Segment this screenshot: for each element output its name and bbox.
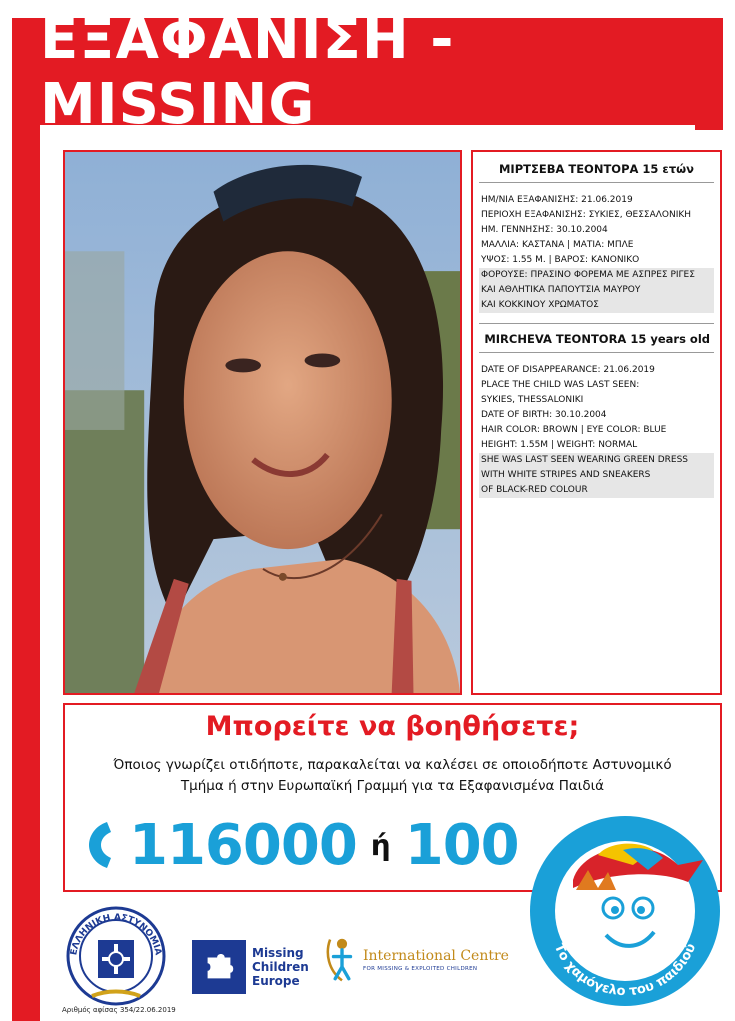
greek-info-line: ΠΕΡΙΟΧΗ ΕΞΑΦΑΝΙΣΗΣ: ΣΥΚΙΕΣ, ΘΕΣΣΑΛΟΝΙΚΗ xyxy=(481,210,692,220)
smile-of-the-child-logo xyxy=(528,810,722,1012)
greek-info-line: ΗΜ. ΓΕΝΝΗΣΗΣ: 30.10.2004 xyxy=(481,225,608,235)
greek-info-line: ΚΑΙ ΚΟΚΚΙΝΟΥ ΧΡΩΜΑΤΟΣ xyxy=(479,298,714,313)
police-number[interactable]: 100 xyxy=(404,812,519,878)
english-info-line: HEIGHT: 1.55M | WEIGHT: NORMAL xyxy=(481,440,638,450)
red-left-border xyxy=(12,18,40,1021)
phone-numbers xyxy=(85,810,519,880)
icmec-logo xyxy=(325,935,509,985)
english-info-line: OF BLACK-RED COLOUR xyxy=(479,483,714,498)
smile-logo-text: Το χαμόγελο του παιδιού xyxy=(550,941,700,1000)
help-text xyxy=(65,755,720,797)
police-logo-text: ΕΛΛΗΝΙΚΗ ΑΣΤΥΝΟΜΙΑ xyxy=(69,912,163,957)
missing-child-photo xyxy=(63,150,462,695)
phone-icon xyxy=(85,818,115,872)
hotline-number[interactable]: 116000 xyxy=(129,812,357,878)
hellenic-police-logo xyxy=(62,900,170,1008)
icmec-name: International Centre xyxy=(363,948,509,964)
greek-info-line: ΥΨΟΣ: 1.55 Μ. | ΒΑΡΟΣ: ΚΑΝΟΝΙΚΟ xyxy=(481,255,640,265)
greek-info-line: ΗΜ/ΝΙΑ ΕΞΑΦΑΝΙΣΗΣ: 21.06.2019 xyxy=(481,195,633,205)
page-title: ΕΞΑΦΑΝΙΣΗ - MISSING xyxy=(40,7,455,137)
puzzle-icon xyxy=(192,940,246,994)
english-info-line: WITH WHITE STRIPES AND SNEAKERS xyxy=(479,468,714,483)
greek-name-title: ΜΙΡΤΣΕΒΑ ΤΕΟΝΤΟΡΑ 15 ετών xyxy=(479,152,714,183)
icmec-figure-icon xyxy=(325,935,359,985)
english-info-line: HAIR COLOR: BROWN | EYE COLOR: BLUE xyxy=(481,425,667,435)
mce-line: Children xyxy=(252,960,309,974)
help-text-line: Τμήμα ή στην Ευρωπαϊκή Γραμμή για τα Εξαφανισμένα Παιδιά xyxy=(180,778,605,794)
english-info-line: SHE WAS LAST SEEN WEARING GREEN DRESS xyxy=(479,453,714,468)
english-info-line: DATE OF BIRTH: 30.10.2004 xyxy=(481,410,607,420)
greek-info-line: ΚΑΙ ΑΘΛΗΤΙΚΑ ΠΑΠΟΥΤΣΙΑ ΜΑΥΡΟΥ xyxy=(479,283,714,298)
greek-info-line: ΦΟΡΟΥΣΕ: ΠΡΑΣΙΝΟ ΦΟΡΕΜΑ ΜΕ ΑΣΠΡΕΣ ΡΙΓΕΣ xyxy=(479,268,714,283)
english-name-title: MIRCHEVA TEONTORA 15 years old xyxy=(479,323,714,353)
mce-line: Missing xyxy=(252,946,304,960)
english-info-line: PLACE THE CHILD WAS LAST SEEN: xyxy=(481,380,640,390)
mce-text xyxy=(252,946,309,988)
red-right-border xyxy=(695,18,723,130)
help-title: Μπορείτε να βοηθήσετε; xyxy=(205,711,580,742)
or-text: ή xyxy=(370,828,391,862)
greek-info-line: ΜΑΛΛΙΑ: ΚΑΣΤΑΝΑ | ΜΑΤΙΑ: ΜΠΛΕ xyxy=(481,240,634,250)
missing-children-europe-logo xyxy=(192,940,309,994)
english-info-line: SYKIES, THESSALONIKI xyxy=(481,395,584,405)
poster-number: Αριθμός αφίσας 354/22.06.2019 xyxy=(62,1006,176,1014)
help-text-line: Όποιος γνωρίζει οτιδήποτε, παρακαλείται να καλέσει σε οποιοδήποτε Αστυνομικό xyxy=(113,757,672,773)
info-panel xyxy=(471,150,722,695)
icmec-sub: FOR MISSING & EXPLOITED CHILDREN xyxy=(363,966,478,972)
mce-line: Europe xyxy=(252,974,300,988)
english-info-line: DATE OF DISAPPEARANCE: 21.06.2019 xyxy=(481,365,655,375)
